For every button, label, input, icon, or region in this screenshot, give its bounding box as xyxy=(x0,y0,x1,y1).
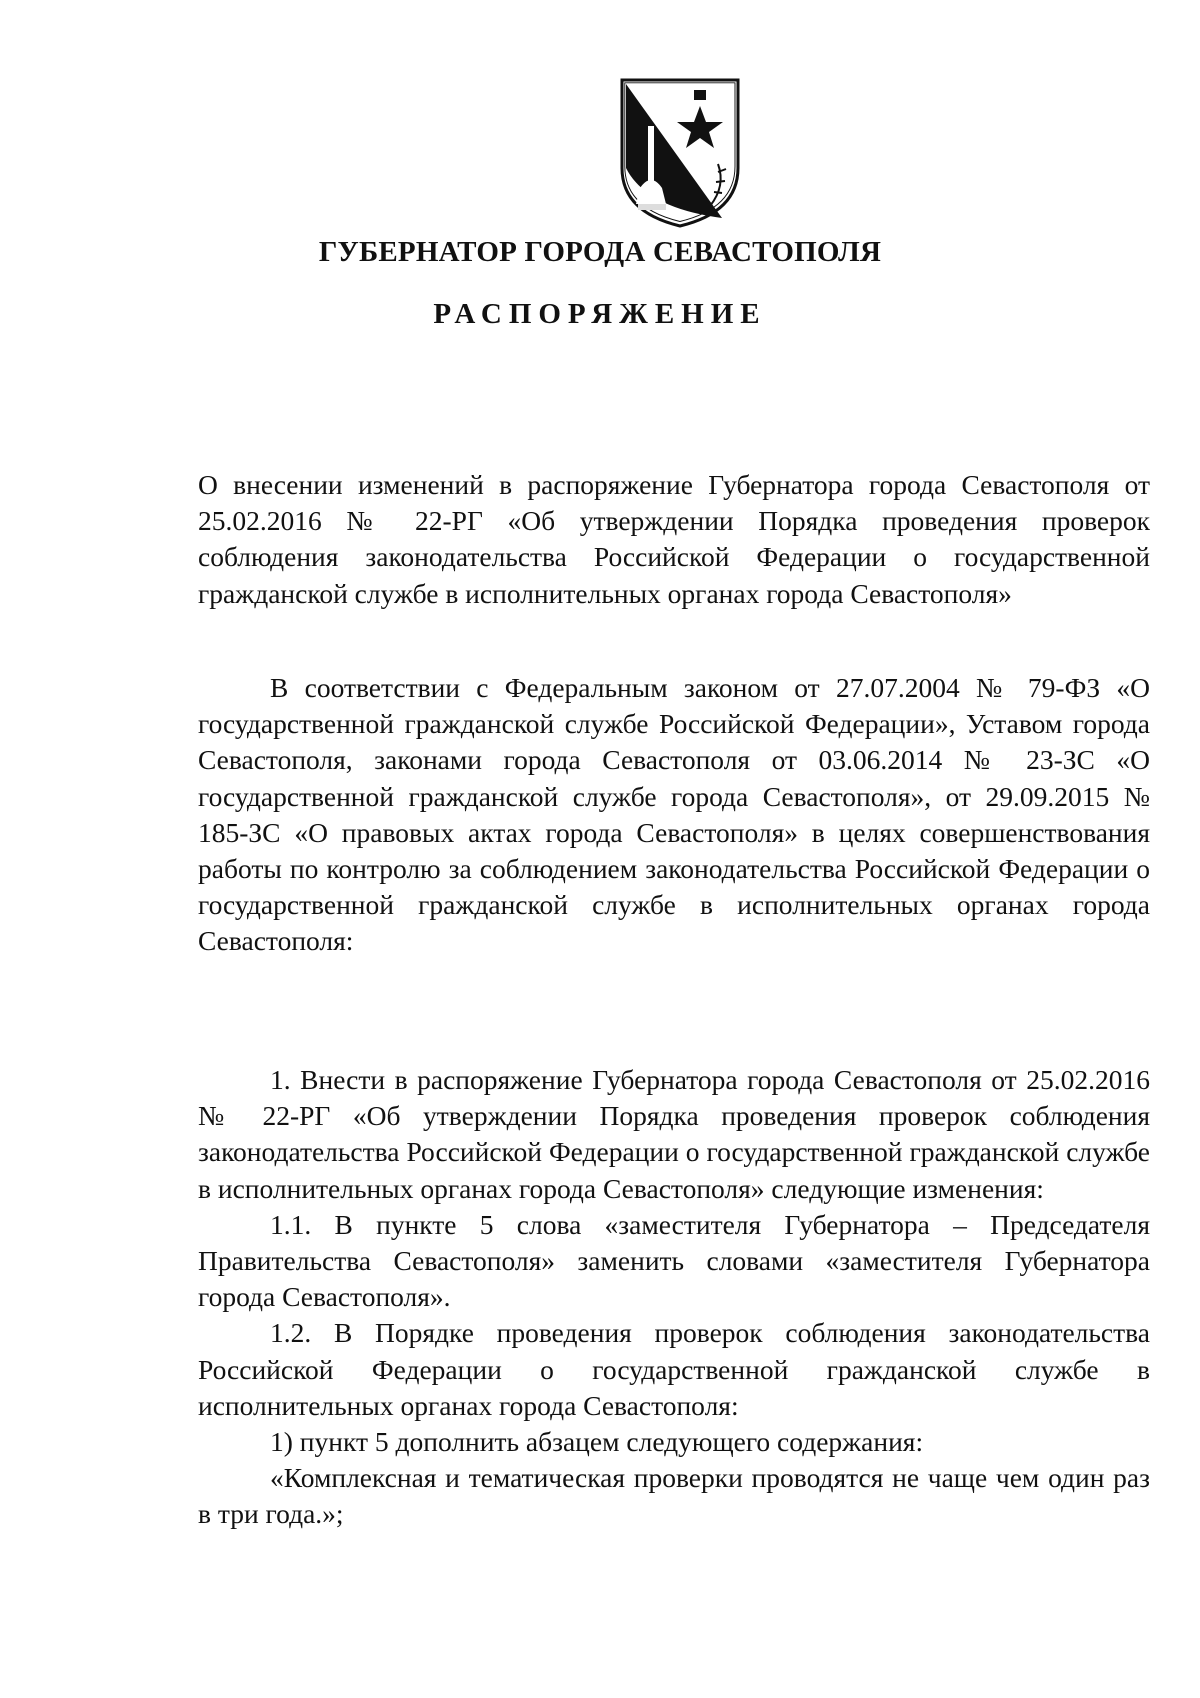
sevastopol-coat-of-arms-icon xyxy=(618,76,742,228)
item-1-1: 1.1. В пункте 5 слова «заместителя Губернатора – Председателя Правительства Севастополя» заменить словами «заместителя Губернатора города Севастополя». xyxy=(198,1208,1150,1313)
preamble xyxy=(198,670,1150,960)
subject-text: О внесении изменений в распоряжение Губернатора города Севастополя от 25.02.2016 № 22-РГ «Об утверждении Порядка проведения проверок соблюдения законодательства Российской Федерации о государственной гражданской службе в исполнительных органах города Севастополя» xyxy=(198,469,1150,609)
issuer-title: ГУБЕРНАТОР ГОРОДА СЕВАСТОПОЛЯ xyxy=(318,236,882,268)
item-1-2: 1.2. В Порядке проведения проверок соблюдения законодательства Российской Федерации о государственной гражданской службе в исполнительных органах города Севастополя: xyxy=(198,1317,1150,1421)
document-subject xyxy=(198,467,1150,612)
preamble-text: В соответствии с Федеральным законом от 27.07.2004 № 79-ФЗ «О государственной гражданской службе Российской Федерации», Уставом города Севастополя, законами города Севастополя от 03.06.2014 № 23-ЗС «О государственной гражданской службе города Севастополя», от 29.09.2015 № 185-ЗС «О правовых актах города Севастополя» в целях совершенствования работы по контролю за соблюдением законодательства Российской Федерации о государственной гражданской службе в исполнительных органах города Севастополя: xyxy=(198,672,1150,957)
item-1-2-subitem-1: 1) пункт 5 дополнить абзацем следующего содержания: xyxy=(270,1426,924,1458)
resolution-items xyxy=(198,1062,1150,1533)
item-1-2-quote: «Комплексная и тематическая проверки проводятся не чаще чем один раз в три года.»; xyxy=(198,1462,1150,1530)
document-type-title: РАСПОРЯЖЕНИЕ xyxy=(433,298,767,330)
item-1: 1. Внести в распоряжение Губернатора города Севастополя от 25.02.2016 № 22-РГ «Об утверждении Порядка проведения проверок соблюдения законодательства Российской Федерации о государственной гражданской службе в исполнительных органах города Севастополя» следующие изменения: xyxy=(198,1064,1150,1204)
